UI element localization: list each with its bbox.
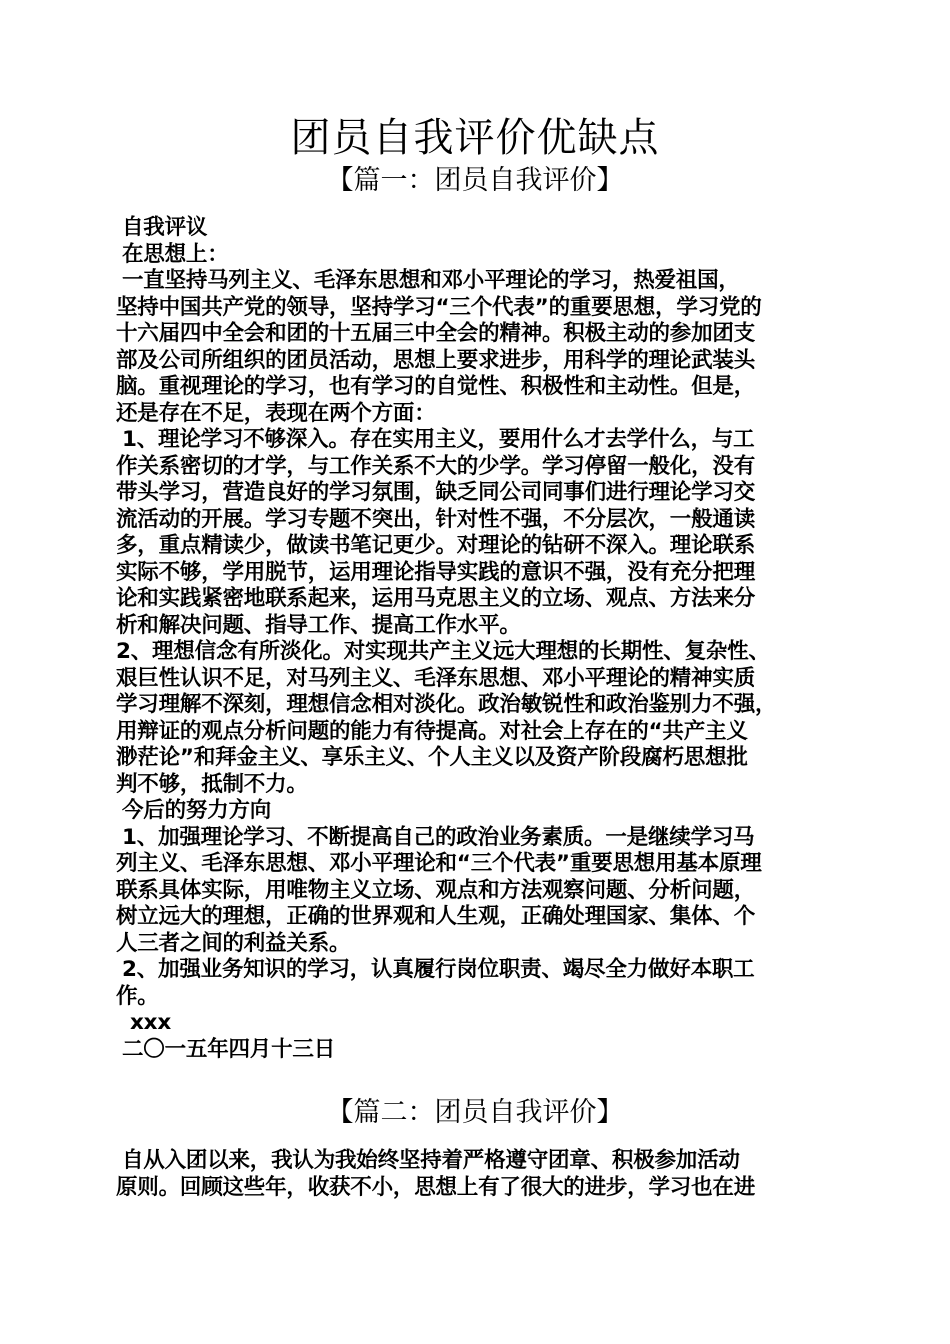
section-1-heading: 【篇一：团员自我评价】 [326,165,624,196]
paragraph-line: 还是存在不足，表现在两个方面： [116,400,436,426]
paragraph-line: 判不够，抵制不力。 [116,771,308,797]
paragraph-line: 自从入团以来，我认为我始终坚持着严格遵守团章、积极参加活动 [122,1148,740,1173]
paragraph-line: 脑。重视理论的学习，也有学习的自觉性、积极性和主动性。但是， [116,374,756,399]
paragraph-line: 论和实践紧密地联系起来，运用马克思主义的立场、观点、方法来分 [116,586,756,611]
paragraph-line: 部及公司所组织的团员活动，思想上要求进步，用科学的理论武装头 [116,347,756,373]
paragraph-line: 用辩证的观点分析问题的能力有待提高。对社会上存在的“共产主义 [116,718,748,744]
paragraph-line: 析和解决问题、指导工作、提高工作水平。 [116,612,521,638]
paragraph-line: 带头学习，营造良好的学习氛围，缺乏同公司同事们进行理论学习交 [116,480,756,505]
paragraph-line: 2、加强业务知识的学习，认真履行岗位职责、竭尽全力做好本职工 [122,957,755,982]
paragraph-line: 渺茫论”和拜金主义、享乐主义、个人主义以及资产阶段腐朽思想批 [116,745,748,770]
paragraph-line: 十六届四中全会和团的十五届三中全会的精神。积极主动的参加团支 [116,321,756,346]
paragraph-line: 学习理解不深刻，理想信念相对淡化。政治敏锐性和政治鉴别力不强， [116,692,777,717]
section-1-body [116,215,854,1063]
signature-name: xxx [130,1010,172,1035]
document-title: 团员自我评价优缺点 [290,115,660,161]
paragraph-line: 多，重点精读少，做读书笔记更少。对理论的钻研不深入。理论联系 [116,533,756,558]
paragraph-line: 列主义、毛泽东思想、邓小平理论和“三个代表”重要思想用基本原理 [116,851,762,876]
subheading-future-direction: 今后的努力方向 [122,798,272,823]
subheading-self-review: 自我评议 [122,215,208,240]
paragraph-line: 一直坚持马列主义、毛泽东思想和邓小平理论的学习，热爱祖国， [122,268,740,293]
paragraph-line: 原则。回顾这些年，收获不小，思想上有了很大的进步，学习也在进 [116,1174,756,1200]
paragraph-line: 1、加强理论学习、不断提高自己的政治业务素质。一是继续学习马 [122,824,755,850]
paragraph-line: 树立远大的理想，正确的世界观和人生观，正确处理国家、集体、个 [116,904,756,929]
paragraph-line: 1、理论学习不够深入。存在实用主义，要用什么才去学什么，与工 [122,427,755,452]
signature-date: 二〇一五年四月十三日 [122,1036,336,1062]
paragraph-line: 人三者之间的利益关系。 [116,930,351,956]
paragraph-line: 流活动的开展。学习专题不突出，针对性不强，不分层次，一般通读 [116,506,756,532]
paragraph-line: 作关系密切的才学，与工作关系不大的少学。学习停留一般化，没有 [116,453,756,479]
paragraph-line: 实际不够，学用脱节，运用理论指导实践的意识不强，没有充分把理 [116,559,756,585]
paragraph-line: 坚持中国共产党的领导，坚持学习“三个代表”的重要思想，学习党的 [116,294,762,320]
paragraph-line: 作。 [116,983,159,1009]
section-2-body [116,1148,854,1201]
paragraph-line: 2、理想信念有所淡化。对实现共产主义远大理想的长期性、复杂性、 [116,639,770,664]
paragraph-line: 联系具体实际，用唯物主义立场、观点和方法观察问题、分析问题， [116,877,756,903]
subheading-ideology: 在思想上： [122,241,229,267]
paragraph-line: 艰巨性认识不足，对马列主义、毛泽东思想、邓小平理论的精神实质 [116,665,756,691]
section-2-heading: 【篇二：团员自我评价】 [326,1097,624,1128]
